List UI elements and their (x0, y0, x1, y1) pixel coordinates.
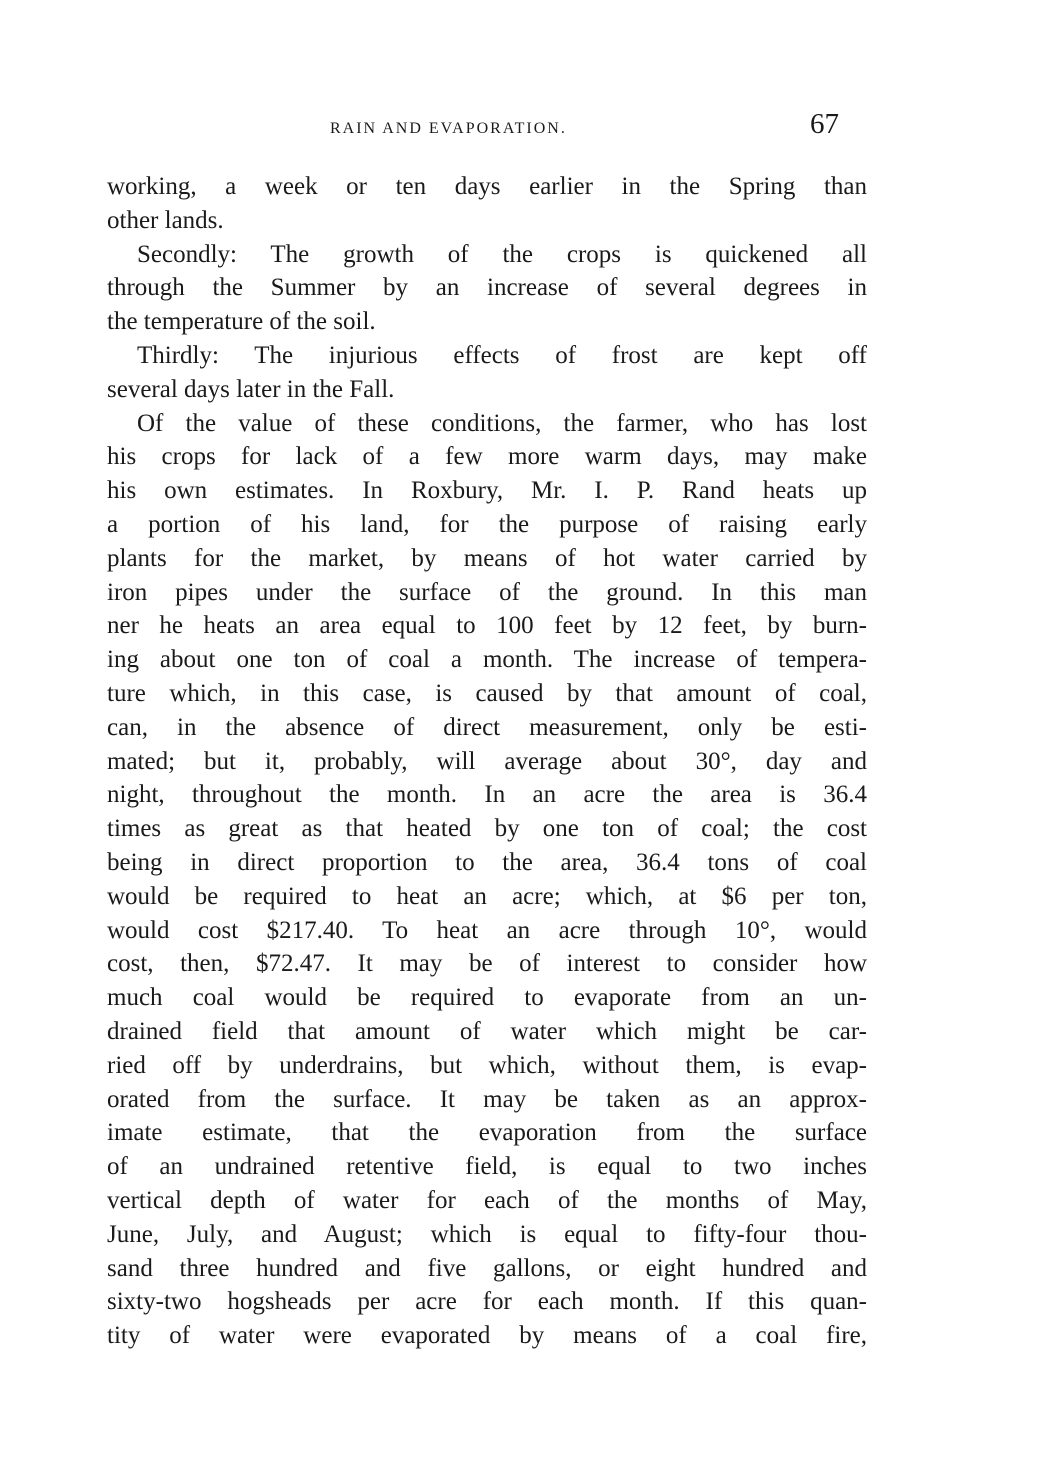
text-line: tity of water were evaporated by means of a coal fire, (107, 1322, 867, 1350)
text-line: would be required to heat an acre; which, at $6 per ton, (107, 882, 867, 910)
text-line: his own estimates. In Roxbury, Mr. I. P. Rand heats up (107, 477, 867, 505)
text-line: imate estimate, that the evaporation from the surface (107, 1119, 867, 1147)
text-line: much coal would be required to evaporate from an un- (107, 984, 867, 1012)
text-line: ner he heats an area equal to 100 feet by 12 feet, by burn- (107, 612, 867, 640)
text-line: night, throughout the month. In an acre the area is 36.4 (107, 781, 867, 809)
text-line: the temperature of the soil. (107, 308, 376, 336)
text-line: through the Summer by an increase of several degrees in (107, 274, 867, 302)
text-line: ing about one ton of coal a month. The increase of tempera- (107, 646, 867, 674)
text-line: ture which, in this case, is caused by that amount of coal, (107, 679, 867, 707)
text-line: working, a week or ten days earlier in the Spring than (107, 173, 867, 200)
body-text (107, 170, 867, 1353)
text-line: his crops for lack of a few more warm days, may make (107, 443, 867, 471)
text-line: sand three hundred and five gallons, or eight hundred and (107, 1254, 867, 1282)
text-line: times as great as that heated by one ton of coal; the cost (107, 815, 867, 843)
text-line: June, July, and August; which is equal to fifty-four thou- (107, 1220, 867, 1248)
text-line: Thirdly: The injurious effects of frost are kept off (137, 341, 867, 369)
text-line: drained field that amount of water which might be car- (107, 1017, 867, 1045)
text-line: ried off by underdrains, but which, without them, is evap- (107, 1051, 867, 1079)
text-line: of an undrained retentive field, is equal to two inches (107, 1153, 867, 1181)
text-line: iron pipes under the surface of the ground. In this man (107, 578, 867, 606)
text-line: a portion of his land, for the purpose of raising early (107, 510, 867, 538)
running-title: RAIN AND EVAPORATION. (330, 120, 567, 137)
text-line: would cost $217.40. To heat an acre through 10°, would (107, 916, 867, 944)
text-line: vertical depth of water for each of the months of May, (107, 1186, 867, 1214)
text-line: Secondly: The growth of the crops is quickened all (137, 240, 867, 268)
text-line: several days later in the Fall. (107, 375, 395, 403)
text-line: being in direct proportion to the area, 36.4 tons of coal (107, 848, 867, 876)
text-line: other lands. (107, 206, 224, 234)
page-number: 67 (810, 108, 839, 140)
text-line: cost, then, $72.47. It may be of interest to consider how (107, 950, 867, 978)
text-line: can, in the absence of direct measurement, only be esti- (107, 713, 867, 741)
text-line: plants for the market, by means of hot water carried by (107, 544, 867, 572)
text-line: orated from the surface. It may be taken as an approx- (107, 1085, 867, 1113)
text-line: Of the value of these conditions, the farmer, who has lost (137, 409, 867, 437)
text-line: mated; but it, probably, will average about 30°, day and (107, 747, 867, 775)
text-line: sixty-two hogsheads per acre for each month. If this quan- (107, 1288, 867, 1316)
